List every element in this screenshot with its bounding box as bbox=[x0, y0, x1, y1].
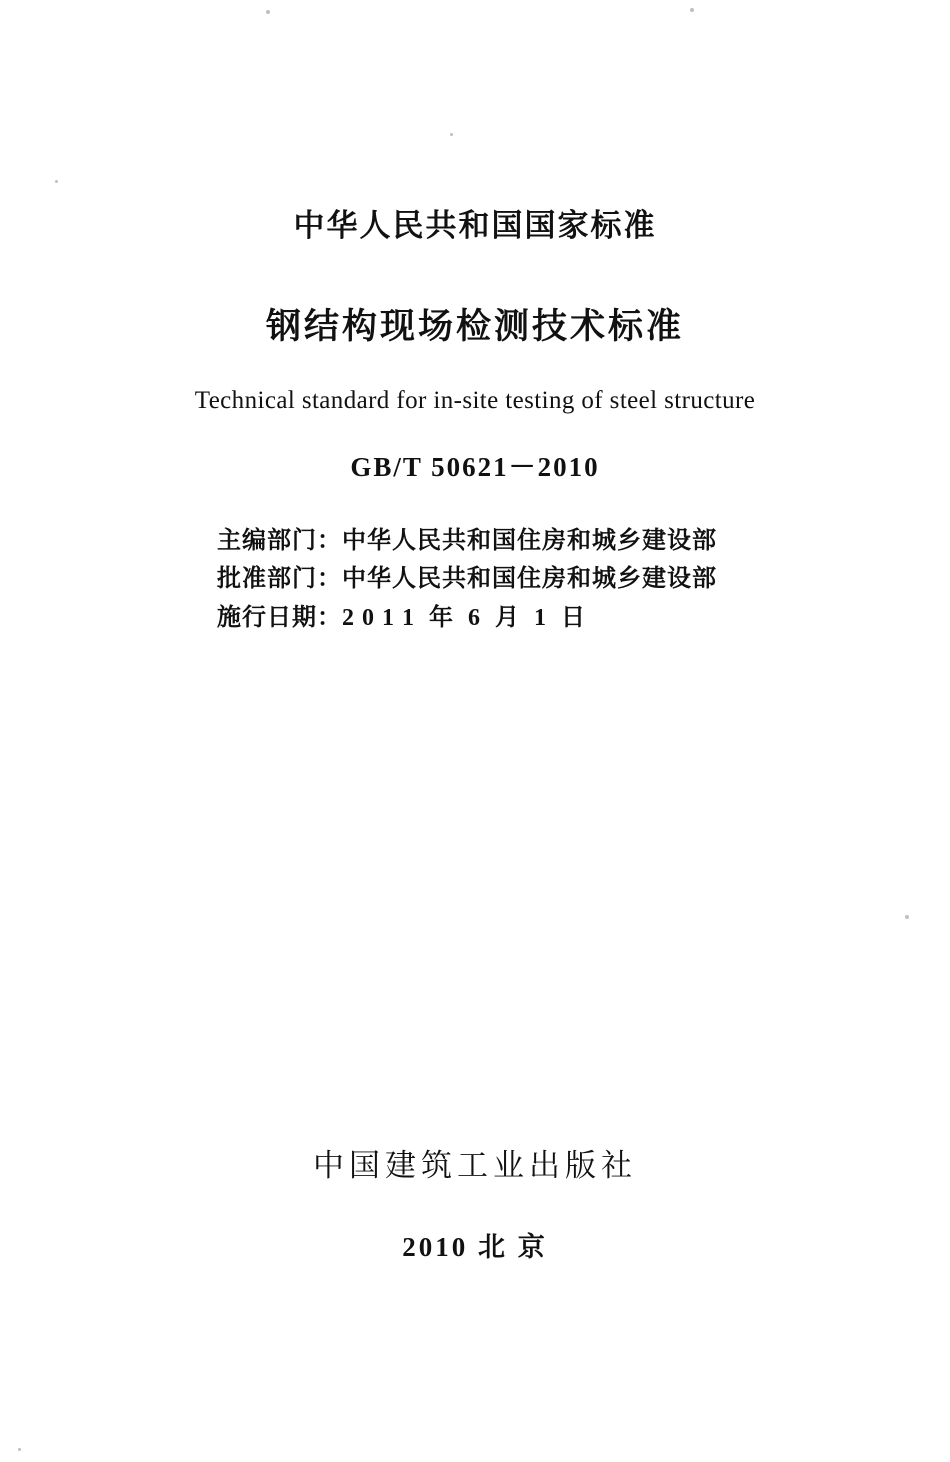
scan-speck bbox=[905, 915, 909, 919]
effective-date-line: 施行日期：2 0 1 1 年 6 月 1 日 bbox=[217, 604, 586, 631]
scan-speck bbox=[55, 180, 58, 183]
scan-speck bbox=[266, 10, 270, 14]
scan-speck bbox=[18, 1448, 21, 1451]
document-title-chinese: 钢结构现场检测技术标准 bbox=[265, 307, 684, 346]
standard-authority-line: 中华人民共和国国家标准 bbox=[293, 208, 657, 243]
scan-speck bbox=[690, 8, 694, 12]
scan-speck bbox=[450, 133, 453, 136]
title-block bbox=[0, 200, 950, 637]
metadata-block bbox=[217, 522, 717, 637]
standard-code: GB/T 50621－2010 bbox=[350, 452, 600, 482]
editing-department-line: 主编部门：中华人民共和国住房和城乡建设部 bbox=[217, 528, 717, 554]
publication-year-and-place: 2010 北 京 bbox=[402, 1232, 548, 1262]
publisher-name: 中国建筑工业出版社 bbox=[313, 1148, 637, 1183]
approving-department-line: 批准部门：中华人民共和国住房和城乡建设部 bbox=[217, 566, 717, 593]
document-title-english: Technical standard for in-site testing of steel structure bbox=[194, 387, 756, 414]
